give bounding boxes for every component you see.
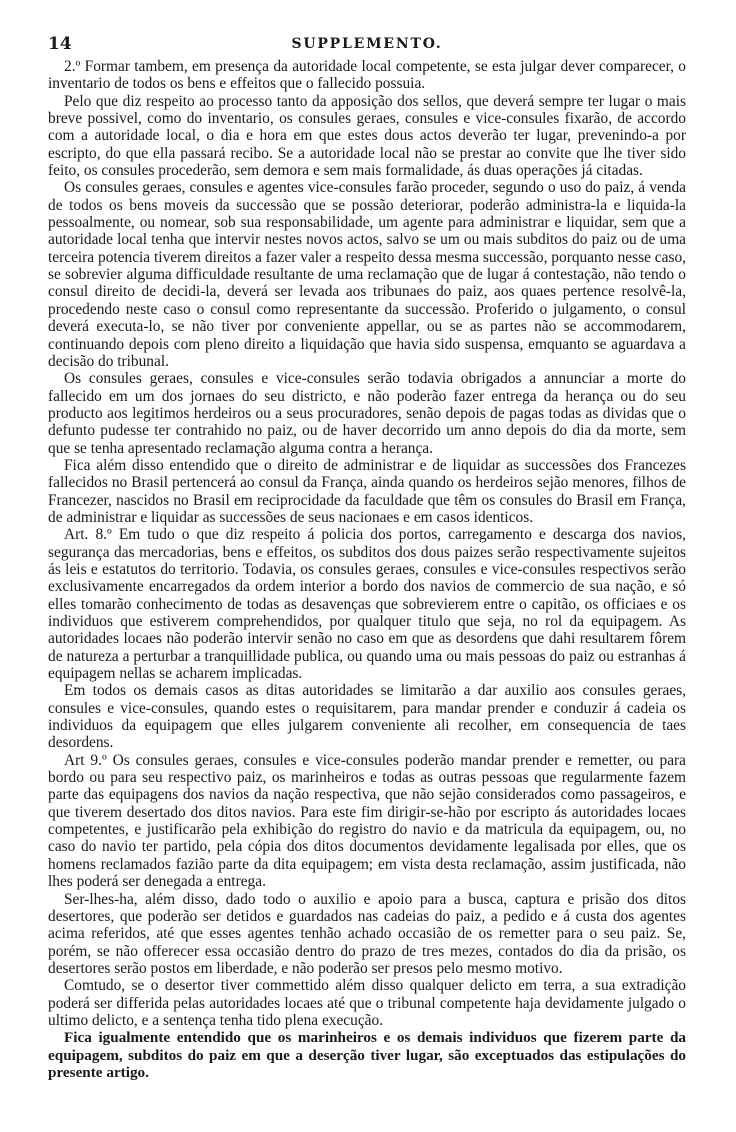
paragraph: 2.º Formar tambem, em presença da autoridade local competente, se esta julgar dever comparecer, o inventario de todos os bens e effeitos que o fallecido possuia. (48, 58, 686, 93)
paragraph: Fica igualmente entendido que os marinheiros e os demais individuos que fizerem parte da equipagem, subditos do paiz em que a deserção tiver lugar, são exceptuados das estipulações do presente artigo. (48, 1029, 686, 1081)
paragraph: Os consules geraes, consules e vice-consules serão todavia obrigados a annunciar a morte do fallecido em um dos jornaes do seu districto, e não poderão fazer entrega da herança ou do seu producto aos legitimos herdeiros ou a seus procuradores, senão depois de pagas todas as dividas que o defunto pudesse ter contrahido no paiz, ou de haver decorrido um anno depois do dia da morte, sem que se tenha apresentado reclamação alguma contra a herança. (48, 370, 686, 457)
paragraph: Os consules geraes, consules e agentes vice-consules farão proceder, segundo o uso do paiz, á venda de todos os bens moveis da successão que se possão deteriorar, poderão administra-la e liquida-la pessoalmente, ou nomear, sob sua responsabilidade, um agente para administrar e liquidar, sem que a autoridade local tenha que intervir nestes novos actos, salvo se um ou mais subditos do paiz ou de uma terceira potencia tiverem direitos a fazer valer a respeito dessa mesma successão, porquanto nesse caso, se sobrevier alguma difficuldade resultante de uma reclamação que de lugar á contestação, não tendo o consul direito de decidi-la, deverá ser levada aos tribunaes do paiz, aos quaes pertence resolvê-la, procedendo neste caso o consul como representante da successão. Proferido o julgamento, o consul deverá executa-lo, se não tiver por conveniente appellar, ou se as partes não se accommodarem, continuando depois com pleno direito a liquidação que havia sido suspensa, emquanto se aguardava a decisão do tribunal. (48, 179, 686, 370)
paragraph: Ser-lhes-ha, além disso, dado todo o auxilio e apoio para a busca, captura e prisão dos ditos desertores, que poderão ser detidos e guardados nas cadeias do paiz, a pedido e á custa dos agentes acima referidos, até que esses agentes tenhão achado occasião de os remetter para o seu paiz. Se, porém, se não offerecer essa occasião dentro do prazo de tres mezes, contados do dia da prisão, os desertores serão postos em liberdade, e não poderão ser presos pelo mesmo motivo. (48, 890, 686, 977)
article-8-paragraph: Art. 8.º Em tudo o que diz respeito á policia dos portos, carregamento e descarga dos navios, segurança das mercadorias, bens e effeitos, os subditos dos dous paizes serão respectivamente sujeitos ás leis e estatutos do territorio. Todavia, os consules geraes, consules e vice-consules respectivos serão exclusivamente encarregados da ordem interior a bordo dos navios de commercio de sua nação, e só elles tomarão conhecimento de todas as desavenças que sobrevierem entre o capitão, os officiaes e os individuos que estiverem comprehendidos, por qualquer titulo que seja, no rol da equipagem. As autoridades locaes não poderão intervir senão no caso em que as desordens que dahi resultarem fôrem de natureza a perturbar a tranquillidade publica, ou quando uma ou mais pessoas do paiz ou estranhas á equipagem nellas se acharem implicadas. (48, 526, 686, 683)
page-number: 14 (48, 34, 72, 54)
paragraph: Pelo que diz respeito ao processo tanto da apposição dos sellos, que deverá sempre ter lugar o mais breve possivel, como do inventario, os consules geraes, consules e vice-consules fixarão, de accordo com a autoridade local, o dia e hora em que estes dous actos deverão ter lugar, prevenindo-a por escripto, do que ella passará recibo. Se a autoridade local não se prestar ao convite que lhe tiver sido feito, os consules procederão, sem demora e sem mais formalidade, ás duas operações já citadas. (48, 92, 686, 180)
paragraph: Em todos os demais casos as ditas autoridades se limitarão a dar auxilio aos consules geraes, consules e vice-consules, quando estes o requisitarem, para mandar prender e conduzir á cadeia os individuos da equipagem que elles julgarem conveniente ali recolher, em consequencia de taes desordens. (48, 682, 686, 752)
body-text (48, 58, 686, 1081)
running-title: SUPPLEMENTO. (291, 36, 443, 52)
paragraph: Fica além disso entendido que o direito de administrar e de liquidar as successões dos Francezes fallecidos no Brasil pertencerá ao consul da França, ainda quando os herdeiros sejão menores, filhos de Francezer, nascidos no Brasil em reciprocidade da faculdade que têm os consules do Brasil em França, de administrar e liquidar as successões de seus nacionaes e em casos identicos. (48, 456, 686, 526)
paragraph: Comtudo, se o desertor tiver commettido além disso qualquer delicto em terra, a sua extradição poderá ser differida pelas autoridades locaes até que o tribunal competente haja devidamente julgado o ultimo delicto, e a sentença tenha tido plena execução. (48, 977, 686, 1029)
article-9-paragraph: Art 9.º Os consules geraes, consules e vice-consules poderão mandar prender e remetter, ou para bordo ou para seu respectivo paiz, os marinheiros e todas as outras pessoas que regularmente fazem parte das equipagens dos navios da nação respectiva, que não sejão considerados como passageiros, e que tiverem desertado dos ditos navios. Para este fim dirigir-se-hão por escripto ás autoridades locaes competentes, e justificarão pela exhibição do registro do navio e da matricula da equipagem, ou, no caso do navio ter partido, pela cópia dos ditos documentos devidamente legalisada por elles, que os homens reclamados fazião parte da dita equipagem; em vista desta reclamação, assim justificada, não lhes poderá ser denegada a entrega. (48, 751, 686, 891)
page-header (48, 34, 686, 56)
